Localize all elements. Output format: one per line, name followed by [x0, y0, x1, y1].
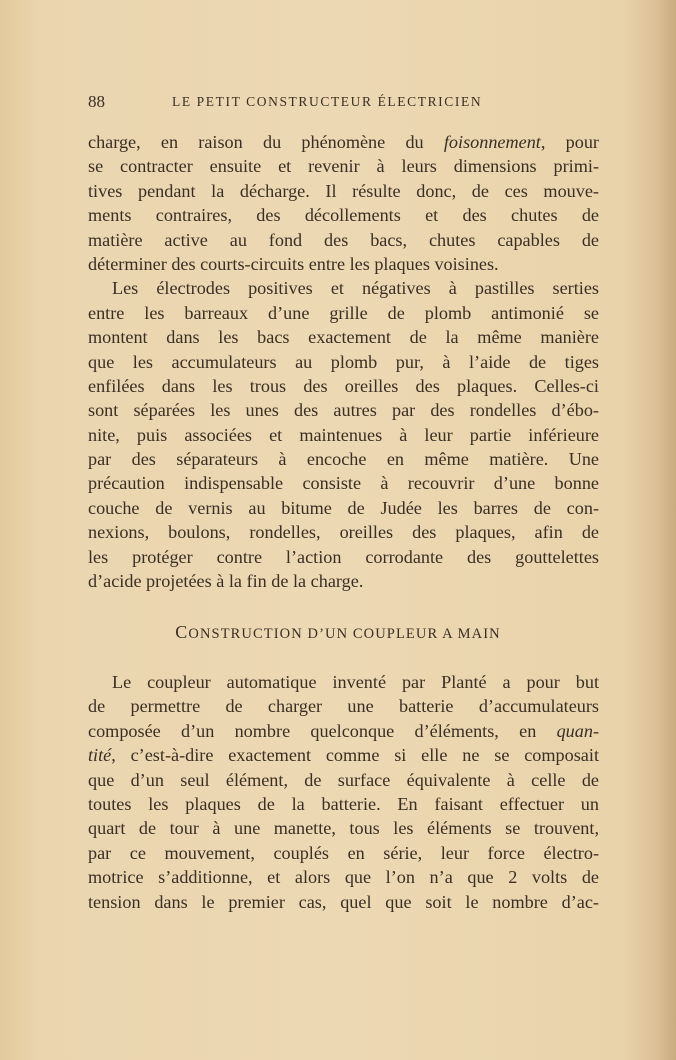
text-run: montent dans les bacs exactement de la même manière [88, 327, 599, 348]
paragraph-block-1 [88, 130, 599, 593]
text-run: ments contraires, des décollements et des chutes de [88, 205, 599, 226]
text-run: d’acide projetées à la fin de la charge. [88, 571, 364, 592]
running-header [88, 92, 598, 116]
text-line [88, 203, 599, 227]
text-run: que les accumulateurs au plomb pur, à l’aide de tiges [88, 351, 599, 372]
italic-text: tité [88, 745, 112, 766]
page-number: 88 [88, 92, 105, 111]
text-run: couche de vernis au bitume de Judée les barres de con- [88, 497, 599, 518]
section-heading [0, 622, 676, 643]
text-line [88, 154, 599, 178]
text-line [88, 447, 599, 471]
text-run: précaution indispensable consiste à recouvrir d’une bonne [88, 473, 599, 494]
text-run: charge, en raison du phénomène du [88, 132, 444, 152]
text-run: déterminer des courts-circuits entre les plaques voisines. [88, 253, 499, 274]
text-line [88, 545, 599, 569]
text-line [88, 569, 599, 593]
text-line [88, 423, 599, 447]
text-line [88, 496, 599, 520]
text-run: par des séparateurs à encoche en même matière. Une [88, 449, 599, 470]
text-run: les protéger contre l’action corrodante des gouttelettes [88, 546, 599, 567]
text-line [88, 252, 599, 276]
heading-initial: C [175, 622, 189, 642]
text-line [88, 350, 599, 374]
text-run: , c’est-à-dire exactement comme si elle ne se composait [111, 745, 599, 766]
text-run: nite, puis associées et maintenues à leur partie inférieure [88, 424, 599, 445]
text-run: se contracter ensuite et revenir à leurs dimensions primi- [88, 156, 599, 177]
text-run: entre les barreaux d’une grille de plomb antimonié se [88, 302, 599, 323]
text-line [88, 179, 599, 203]
text-run: tension dans le premier cas, quel que soit le nombre d’ac- [88, 891, 599, 912]
text-run: quart de tour à une manette, tous les éléments se trouvent, [88, 818, 599, 839]
text-run: composée d’un nombre quelconque d’éléments, en [88, 720, 557, 741]
text-run: , pour [540, 132, 599, 152]
text-line [88, 694, 599, 718]
text-line [88, 301, 599, 325]
text-run: par ce mouvement, couplés en série, leur force électro- [88, 842, 599, 863]
text-line [88, 398, 599, 422]
paragraph-block-2 [88, 670, 599, 914]
heading-text: ONSTRUCTION D’UN COUPLEUR A MAIN [188, 626, 501, 642]
text-line [88, 325, 599, 349]
text-run: Les électrodes positives et négatives à pastilles serties [112, 278, 599, 299]
text-run: de permettre de charger une batterie d’accumulateurs [88, 696, 599, 717]
running-title: LE PETIT CONSTRUCTEUR ÉLECTRICIEN [172, 94, 483, 109]
text-line [88, 841, 599, 865]
text-line [88, 865, 599, 889]
text-run: nexions, boulons, rondelles, oreilles des plaques, afin de [88, 522, 599, 543]
text-line [88, 890, 599, 914]
text-run: tives pendant la décharge. Il résulte donc, de ces mouve- [88, 180, 599, 201]
text-line [88, 276, 599, 300]
text-line [88, 670, 599, 694]
text-run: motrice s’additionne, et alors que l’on n’a que 2 volts de [88, 867, 599, 888]
italic-text: quan- [556, 720, 599, 741]
text-line [88, 520, 599, 544]
text-line [88, 471, 599, 495]
text-run: matière active au fond des bacs, chutes capables de [88, 229, 599, 250]
text-line [88, 719, 599, 743]
text-line [88, 228, 599, 252]
text-line [88, 768, 599, 792]
text-run: Le coupleur automatique inventé par Planté a pour but [112, 672, 599, 692]
text-line [88, 130, 599, 154]
italic-text: foisonnement [443, 132, 541, 152]
text-run: enfilées dans les trous des oreilles des plaques. Celles-ci [88, 375, 599, 396]
text-line [88, 374, 599, 398]
text-line [88, 743, 599, 767]
text-line [88, 816, 599, 840]
text-run: que d’un seul élément, de surface équivalente à celle de [88, 769, 599, 790]
text-run: sont séparées les unes des autres par des rondelles d’ébo- [88, 400, 599, 421]
text-line [88, 792, 599, 816]
text-run: toutes les plaques de la batterie. En faisant effectuer un [88, 793, 599, 814]
